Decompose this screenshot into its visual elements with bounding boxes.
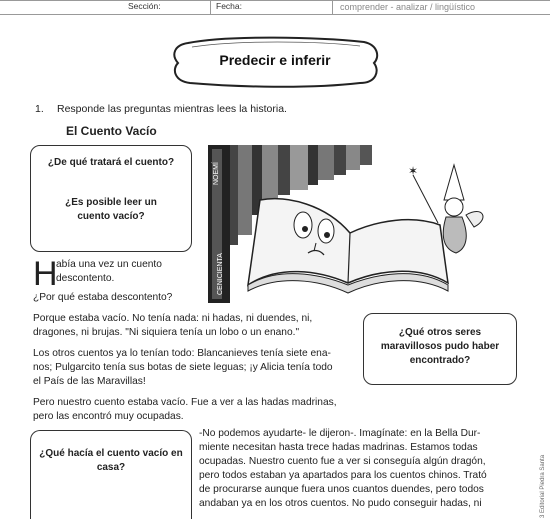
story-p3-line2: dragones, ni brujas. "Ni siquiera tenía un lobo o un enano." bbox=[33, 327, 300, 338]
dropcap-letter: H bbox=[33, 255, 58, 293]
question-2-text: ¿Es posible leer un cuento vacío? bbox=[65, 197, 157, 222]
header-top-rule bbox=[0, 0, 550, 1]
story-p6-line5: de procurarse aunque fuera unos cuantos duendes, pero todos bbox=[199, 484, 484, 495]
skills-text: comprender - analizar / lingüístico bbox=[340, 2, 476, 12]
story-p5-line1: Pero nuestro cuento estaba vacío. Fue a ver a las hadas madrinas, bbox=[33, 397, 337, 408]
spine-1: NOEMÍ bbox=[213, 162, 220, 185]
story-p6-line6: andaban ya en los otros cuentos. No pudo conseguir hadas, ni bbox=[199, 498, 482, 509]
instruction-number: 1. bbox=[35, 103, 44, 115]
header-bottom-rule bbox=[0, 14, 550, 15]
svg-text:✶: ✶ bbox=[408, 164, 419, 178]
header-divider bbox=[210, 0, 211, 14]
story-p5-line2: pero las encontró muy ocupadas. bbox=[33, 411, 184, 422]
story-p6-line1: -No podemos ayudarte- le dijeron-. Imagínate: en la Bella Dur- bbox=[199, 428, 481, 439]
story-p6-line4: pero todos estaban ya apartados para los cuentos chinos. Trató bbox=[199, 470, 487, 481]
story-p4-line3: el País de las Maravillas! bbox=[33, 376, 146, 387]
instruction-text: Responde las preguntas mientras lees la historia. bbox=[57, 103, 287, 115]
story-illustration bbox=[208, 145, 508, 303]
side-credit: 3 Editorial Piedra Santa bbox=[540, 454, 546, 518]
question-box-4 bbox=[30, 430, 192, 519]
story-p3-line1: Porque estaba vacío. No tenía nada: ni hadas, ni duendes, ni, bbox=[33, 313, 313, 324]
story-p6-line2: miente necesitan hasta trece hadas madrinas. Estamos todas bbox=[199, 442, 478, 453]
section-label: Sección: bbox=[128, 1, 161, 11]
story-p6-line3: ocupadas. Nuestro cuento fue a ver si conseguía algún dragón, bbox=[199, 456, 486, 467]
page-title: Predecir e inferir bbox=[219, 52, 331, 68]
header-divider-right bbox=[332, 0, 333, 14]
question-3-text: ¿Qué otros seres maravillosos pudo haber encontrado? bbox=[380, 327, 500, 366]
story-p1-line2: descontento. bbox=[56, 273, 115, 284]
open-book-character-icon bbox=[248, 199, 448, 293]
question-box-3 bbox=[363, 313, 517, 385]
story-p2: ¿Por qué estaba descontento? bbox=[33, 292, 173, 303]
story-p4-line2: nos; Pulgarcito tenía sus botas de siete leguas; ¡y Alicia tenía todo bbox=[33, 362, 333, 373]
story-title: El Cuento Vacío bbox=[66, 124, 157, 138]
question-box-1 bbox=[30, 145, 192, 252]
question-4-text: ¿Qué hacía el cuento vacío en casa? bbox=[39, 448, 183, 473]
date-label: Fecha: bbox=[216, 1, 242, 11]
story-p4-line1: Los otros cuentos ya lo tenían todo: Blancanieves tenía siete ena- bbox=[33, 348, 331, 359]
story-p1-line1: abía una vez un cuento bbox=[56, 259, 162, 270]
spine-2: CENICIENTA bbox=[217, 253, 224, 295]
question-1-text: ¿De qué tratará el cuento? bbox=[47, 157, 175, 168]
